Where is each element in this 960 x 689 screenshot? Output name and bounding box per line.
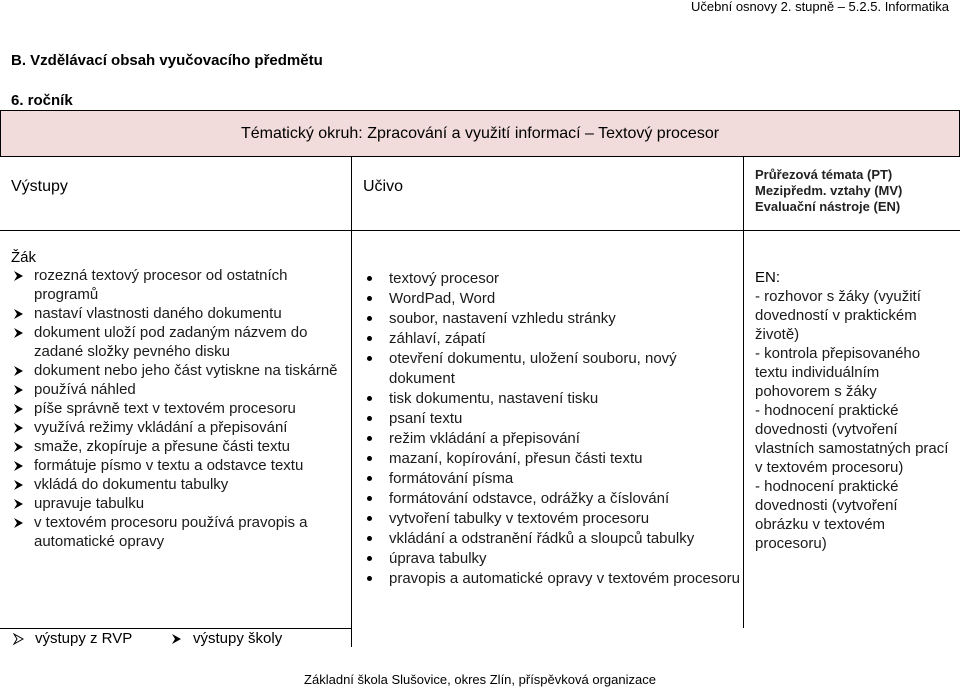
evaluation-item: - kontrola přepisovaného textu individuálním pohovorem s žáky xyxy=(755,345,921,400)
outcomes-cell xyxy=(0,231,352,628)
outcome-text: využívá režimy vkládání a přepisování xyxy=(34,419,288,436)
outcome-item xyxy=(11,494,351,513)
outline-arrow-icon xyxy=(13,633,24,645)
outcome-text: nastaví vlastnosti daného dokumentu xyxy=(34,305,282,322)
legend-rvp xyxy=(11,630,132,647)
content-text: formátování odstavce, odrážky a číslování xyxy=(389,490,670,507)
bullet-icon xyxy=(367,516,372,521)
legend-school-label: výstupy školy xyxy=(193,630,283,647)
outcomes-header: Výstupy xyxy=(11,178,68,195)
content-text: soubor, nastavení vzhledu stránky xyxy=(389,310,616,327)
arrow-right-icon xyxy=(13,422,24,434)
content-text: vkládání a odstranění řádků a sloupců tabulky xyxy=(389,530,695,547)
outcome-text: smaže, zkopíruje a přesune části textu xyxy=(34,438,290,455)
section-title: B. Vzdělávací obsah vyučovacího předmětu xyxy=(11,52,323,69)
topic-bar xyxy=(0,110,960,157)
content-item xyxy=(363,329,743,349)
evaluation-label: EN: xyxy=(755,269,781,286)
bullet-icon xyxy=(367,336,372,341)
content-text: vytvoření tabulky v textovém procesoru xyxy=(389,510,650,527)
content-item xyxy=(363,289,743,309)
outcome-item xyxy=(11,475,351,494)
outcomes-header-cell xyxy=(0,157,352,231)
content-header: Učivo xyxy=(363,178,404,195)
content-text: textový procesor xyxy=(389,270,500,287)
outcome-item xyxy=(11,513,351,551)
content-item xyxy=(363,489,743,509)
arrow-right-icon xyxy=(13,270,24,282)
outcome-text: rozezná textový procesor od ostatních programů xyxy=(34,267,288,303)
content-item xyxy=(363,529,743,549)
outcome-text: dokument nebo jeho část vytiskne na tiskárně xyxy=(34,362,338,379)
outcome-item xyxy=(11,266,351,304)
bullet-icon xyxy=(367,296,372,301)
arrow-right-icon xyxy=(13,441,24,453)
topic-title: Tématický okruh: Zpracování a využití informací – Textový procesor xyxy=(240,124,720,142)
bullet-icon xyxy=(367,436,372,441)
content-item xyxy=(363,569,743,589)
evaluation-cell xyxy=(744,231,960,628)
outcome-item xyxy=(11,437,351,456)
bullet-icon xyxy=(367,356,372,361)
content-item xyxy=(363,269,743,289)
outcome-item xyxy=(11,399,351,418)
outcome-text: používá náhled xyxy=(34,381,136,398)
bullet-icon xyxy=(367,576,372,581)
subject-word: Žák xyxy=(11,249,37,266)
arrow-right-icon xyxy=(13,403,24,415)
table-header-row xyxy=(0,157,960,231)
legend-rvp-label: výstupy z RVP xyxy=(35,630,133,647)
evaluation-item: - hodnocení praktické dovednosti (vytvoření obrázku v textovém procesoru) xyxy=(755,478,899,552)
content-cell xyxy=(352,231,744,628)
content-text: režim vkládání a přepisování xyxy=(389,430,580,447)
content-text: mazaní, kopírování, přesun části textu xyxy=(389,450,643,467)
bullet-icon xyxy=(367,556,372,561)
evaluation-item: - rozhovor s žáky (využití dovedností v praktickém životě) xyxy=(755,288,921,343)
bullet-icon xyxy=(367,416,372,421)
content-item xyxy=(363,349,743,389)
evaluation-item: - hodnocení praktické dovednosti (vytvoření vlastních samostatných prací v textovém procesoru) xyxy=(755,402,949,476)
arrow-right-icon xyxy=(13,498,24,510)
arrow-right-icon xyxy=(13,308,24,320)
page-footer: Základní škola Slušovice, okres Zlín, příspěvková organizace xyxy=(304,672,656,687)
bullet-icon xyxy=(367,276,372,281)
crosscurricular-header-line: Evaluační nástroje (EN) xyxy=(755,199,901,214)
content-item xyxy=(363,549,743,569)
outcome-item xyxy=(11,323,351,361)
outcome-text: píše správně text v textovém procesoru xyxy=(34,400,296,417)
outcome-item xyxy=(11,380,351,399)
content-item xyxy=(363,309,743,329)
content-text: úprava tabulky xyxy=(389,550,487,567)
arrow-right-icon xyxy=(13,327,24,339)
arrow-right-icon xyxy=(13,517,24,529)
running-header: Učební osnovy 2. stupně – 5.2.5. Informatika xyxy=(691,0,949,14)
outcome-item xyxy=(11,304,351,323)
content-header-cell xyxy=(352,157,744,231)
legend xyxy=(0,628,352,647)
arrow-right-icon xyxy=(13,460,24,472)
crosscurricular-header-line: Průřezová témata (PT) xyxy=(755,167,893,182)
crosscurricular-header-line: Mezipředm. vztahy (MV) xyxy=(755,183,903,198)
content-text: formátování písma xyxy=(389,470,514,487)
grade-title: 6. ročník xyxy=(11,92,73,109)
content-text: WordPad, Word xyxy=(389,290,496,307)
content-item xyxy=(363,429,743,449)
evaluation-text xyxy=(755,287,955,553)
content-item xyxy=(363,389,743,409)
outcome-item xyxy=(11,456,351,475)
outcome-text: v textovém procesoru používá pravopis a automatické opravy xyxy=(34,514,308,550)
arrow-right-icon xyxy=(171,633,182,645)
table-body-row xyxy=(0,231,960,628)
content-item xyxy=(363,469,743,489)
outcome-text: formátuje písmo v textu a odstavce textu xyxy=(34,457,304,474)
bullet-icon xyxy=(367,476,372,481)
arrow-right-icon xyxy=(13,365,24,377)
bullet-icon xyxy=(367,396,372,401)
outcome-item xyxy=(11,361,351,380)
outcome-item xyxy=(11,418,351,437)
content-item xyxy=(363,409,743,429)
outcomes-list xyxy=(11,266,351,551)
content-item xyxy=(363,449,743,469)
bullet-icon xyxy=(367,496,372,501)
content-item xyxy=(363,509,743,529)
outcome-text: dokument uloží pod zadaným názvem do zadané složky pevného disku xyxy=(34,324,308,360)
bullet-icon xyxy=(367,536,372,541)
outcome-text: upravuje tabulku xyxy=(34,495,145,512)
content-text: záhlaví, zápatí xyxy=(389,330,486,347)
legend-school xyxy=(169,630,282,647)
content-list xyxy=(363,269,743,589)
outcome-text: vkládá do dokumentu tabulky xyxy=(34,476,229,493)
bullet-icon xyxy=(367,456,372,461)
arrow-right-icon xyxy=(13,384,24,396)
crosscurricular-header xyxy=(755,167,902,215)
content-text: psaní textu xyxy=(389,410,463,427)
content-text: pravopis a automatické opravy v textovém procesoru xyxy=(389,570,740,587)
arrow-right-icon xyxy=(13,479,24,491)
content-text: otevření dokumentu, uložení souboru, nový dokument xyxy=(389,350,677,387)
content-text: tisk dokumentu, nastavení tisku xyxy=(389,390,599,407)
crosscurricular-header-cell xyxy=(744,157,960,231)
bullet-icon xyxy=(367,316,372,321)
